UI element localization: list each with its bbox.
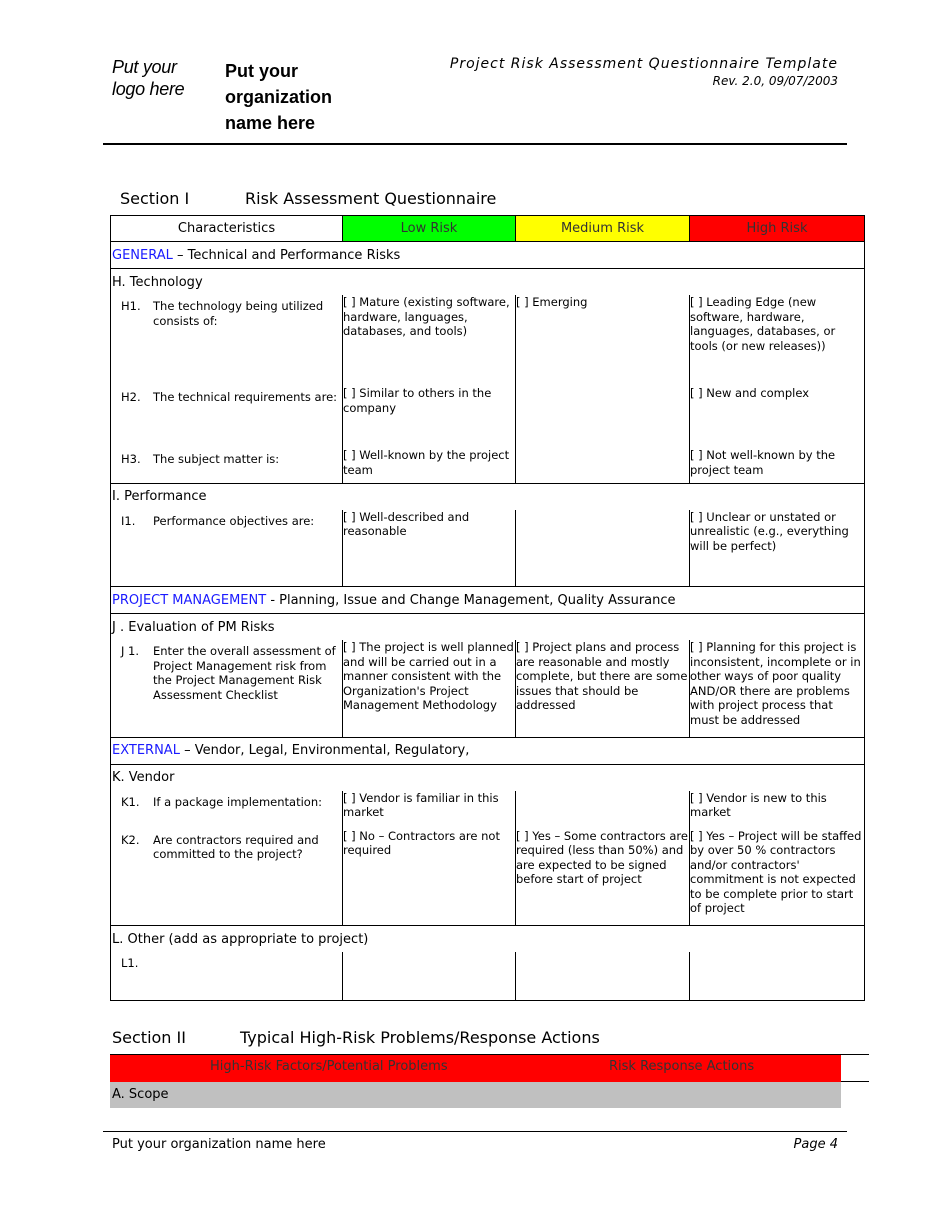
medium-risk-option[interactable] <box>516 510 690 587</box>
col-medium-risk: Medium Risk <box>516 216 690 242</box>
item-question: Enter the overall assessment of Project Management risk from the Project Management Risk Assessment Checklist <box>153 644 336 702</box>
subsection-technology: H. Technology <box>111 269 865 296</box>
risk-questionnaire-table <box>110 215 865 1001</box>
high-risk-option[interactable]: [ ] Planning for this project is inconsistent, incomplete or in other ways of poor quality AND/OR there are problems with project process that must be addressed <box>690 640 865 737</box>
section-1-title: Risk Assessment Questionnaire <box>245 189 497 208</box>
category-external <box>111 737 865 764</box>
category-tag: EXTERNAL <box>112 743 180 758</box>
item-code: H3. <box>121 452 141 466</box>
category-general <box>111 242 865 269</box>
table-row <box>111 295 865 386</box>
section-1-number: Section I <box>120 189 190 208</box>
footer-organization: Put your organization name here <box>112 1137 326 1152</box>
medium-risk-option[interactable] <box>516 952 690 1000</box>
header-rule-bottom <box>841 1081 869 1082</box>
item-code: I1. <box>121 513 136 528</box>
header-divider <box>103 143 847 145</box>
low-risk-option[interactable]: [ ] Well-described and reasonable <box>343 510 516 587</box>
footer-divider <box>103 1131 847 1132</box>
item-question: Are contractors required and committed to the project? <box>153 832 319 861</box>
medium-risk-option[interactable]: [ ] Emerging <box>516 295 690 386</box>
item-question: The technical requirements are: <box>153 390 338 404</box>
medium-risk-option[interactable] <box>516 448 690 483</box>
medium-risk-option[interactable]: [ ] Project plans and process are reasonable and mostly complete, but there are some issues that should be addressed <box>516 640 690 737</box>
low-risk-option[interactable]: [ ] Well-known by the project team <box>343 448 516 483</box>
item-question: Performance objectives are: <box>153 513 315 528</box>
high-risk-option[interactable]: [ ] New and complex <box>690 386 865 448</box>
scope-row-label: A. Scope <box>112 1087 169 1102</box>
high-risk-option[interactable]: [ ] Not well-known by the project team <box>690 448 865 483</box>
low-risk-option[interactable]: [ ] No – Contractors are not required <box>343 829 516 926</box>
medium-risk-option[interactable] <box>516 386 690 448</box>
low-risk-option[interactable]: [ ] The project is well planned and will be carried out in a manner consistent with the Organization's Project Management Methodology <box>343 640 516 737</box>
scope-row-bar <box>110 1082 841 1108</box>
category-desc: - Planning, Issue and Change Management, Quality Assurance <box>266 592 676 608</box>
low-risk-option[interactable]: [ ] Mature (existing software, hardware, languages, databases, and tools) <box>343 295 516 386</box>
item-question: The subject matter is: <box>153 452 280 466</box>
item-code: H1. <box>121 299 141 313</box>
item-question[interactable] <box>153 952 342 956</box>
low-risk-option[interactable] <box>343 952 516 1000</box>
col-risk-response-actions: Risk Response Actions <box>609 1059 755 1074</box>
medium-risk-option[interactable]: [ ] Yes – Some contractors are required (less than 50%) and are expected to be signed before start of project <box>516 829 690 926</box>
col-high-risk: High Risk <box>690 216 865 242</box>
high-risk-option[interactable]: [ ] Unclear or unstated or unrealistic (e.g., everything will be perfect) <box>690 510 865 587</box>
category-tag: GENERAL <box>112 247 173 263</box>
table-row <box>111 386 865 448</box>
subsection-vendor: K. Vendor <box>111 764 865 791</box>
table-row <box>111 510 865 587</box>
col-high-risk-factors: High-Risk Factors/Potential Problems <box>210 1059 448 1074</box>
organization-name: Put your organization name here <box>225 61 332 133</box>
document-revision: Rev. 2.0, 09/07/2003 <box>712 74 838 88</box>
table-row <box>111 448 865 483</box>
footer-page-number: Page 4 <box>793 1137 838 1152</box>
item-code: J 1. <box>121 644 140 658</box>
col-low-risk: Low Risk <box>343 216 516 242</box>
item-code: L1. <box>121 956 139 970</box>
table-row <box>111 952 865 1000</box>
logo-placeholder: Put your logo here <box>112 57 185 99</box>
subsection-other: L. Other (add as appropriate to project) <box>111 926 865 953</box>
item-code: K2. <box>121 832 140 847</box>
subsection-pm-evaluation: J . Evaluation of PM Risks <box>111 614 865 641</box>
section-2-number: Section II <box>112 1028 186 1047</box>
document-title: Project Risk Assessment Questionnaire Template <box>449 56 838 72</box>
item-question: If a package implementation: <box>153 794 322 809</box>
category-desc: – Vendor, Legal, Environmental, Regulatory, <box>179 743 470 758</box>
category-project-management <box>111 587 865 614</box>
subsection-performance: I. Performance <box>111 483 865 510</box>
category-tag: PROJECT MANAGEMENT <box>112 592 267 608</box>
medium-risk-option[interactable] <box>516 791 690 829</box>
table-row <box>111 791 865 829</box>
high-risk-option[interactable]: [ ] Yes – Project will be staffed by over 50 % contractors and/or contractors' commitment is not expected to be complete prior to start of project <box>690 829 865 926</box>
low-risk-option[interactable]: [ ] Similar to others in the company <box>343 386 516 448</box>
category-desc: – Technical and Performance Risks <box>172 247 401 263</box>
table-row <box>111 829 865 926</box>
item-question: The technology being utilized consists of: <box>153 299 324 328</box>
high-risk-option[interactable] <box>690 952 865 1000</box>
table-row <box>111 640 865 737</box>
item-code: K1. <box>121 794 140 809</box>
item-code: H2. <box>121 390 141 404</box>
col-characteristics: Characteristics <box>111 216 343 242</box>
high-risk-option[interactable]: [ ] Leading Edge (new software, hardware, languages, databases, or tools (or new releases)) <box>690 295 865 386</box>
header-rule-top <box>841 1054 869 1055</box>
high-risk-option[interactable]: [ ] Vendor is new to this market <box>690 791 865 829</box>
low-risk-option[interactable]: [ ] Vendor is familiar in this market <box>343 791 516 829</box>
table-header-row <box>111 216 865 242</box>
section-2-title: Typical High-Risk Problems/Response Actions <box>240 1028 600 1047</box>
